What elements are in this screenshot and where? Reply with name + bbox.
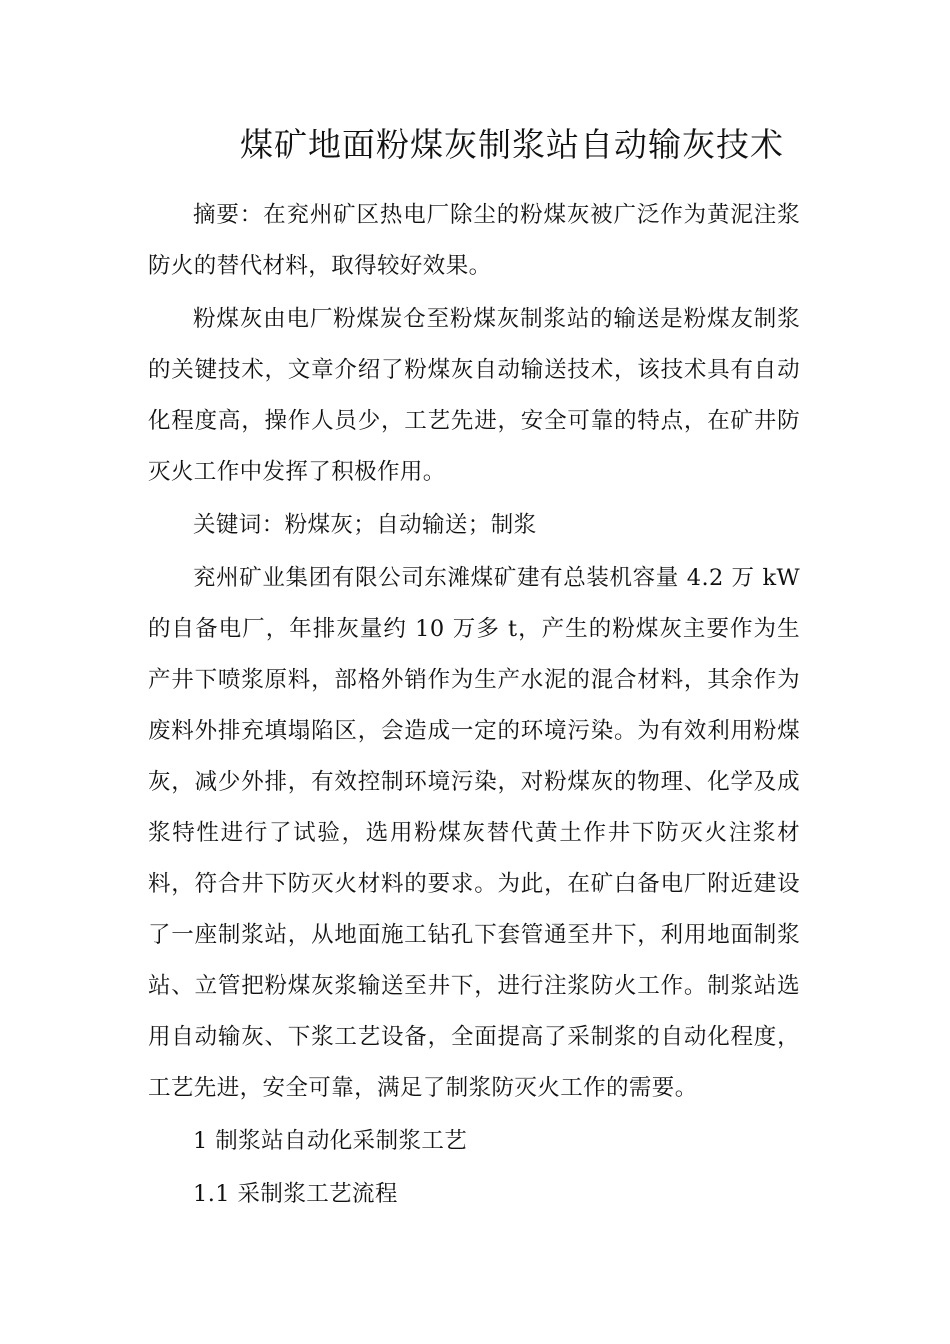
keywords-line: 关键词：粉煤灰；自动输送；制浆 [193, 512, 537, 538]
document-body [148, 190, 800, 1222]
intro-paragraph: 粉煤灰由电厂粉煤炭仓至粉煤灰制浆站的输送是粉煤友制浆的关键技术，文章介绍了粉煤灰自动输送技术，该技术具有自动化程度高，操作人员少，工艺先进，安全可靠的特点，在矿井防灭火工作中发挥了积极作用。 [148, 306, 800, 485]
abstract-paragraph: 摘要：在兖州矿区热电厂除尘的粉煤灰被广泛作为黄泥注浆防火的替代材料，取得较好效果。 [148, 202, 800, 279]
section-heading-1: 1 制浆站自动化采制浆工艺 [193, 1128, 468, 1154]
main-paragraph: 兖州矿业集团有限公司东滩煤矿建有总装机容量 4.2 万 kW 的自备电厂，年排灰量约 10 万多 t，产生的粉煤灰主要作为生产井下喷浆原料，部格外销作为生产水泥的混合材料，其余作为废料外排充填塌陷区，会造成一定的环境污染。为有效利用粉煤灰，减少外排，有效控制环境污染，对粉煤灰的物理、化学及成浆特性进行了试验，选用粉煤灰替代黄土作井下防灭火注浆材料，符合井下防灭火材料的要求。为此，在矿白备电厂附近建设了一座制浆站，从地面施工钻孔下套管通至井下，利用地面制浆站、立管把粉煤灰浆输送至井下，进行注浆防火工作。制浆站选用自动输灰、下浆工艺设备，全面提高了采制浆的自动化程度，工艺先进，安全可靠，满足了制浆防灭火工作的需要。 [148, 565, 800, 1101]
section-heading-1-1: 1.1 采制浆工艺流程 [193, 1181, 398, 1207]
document-title: 煤矿地面粉煤灰制浆站自动输灰技术 [240, 125, 784, 164]
